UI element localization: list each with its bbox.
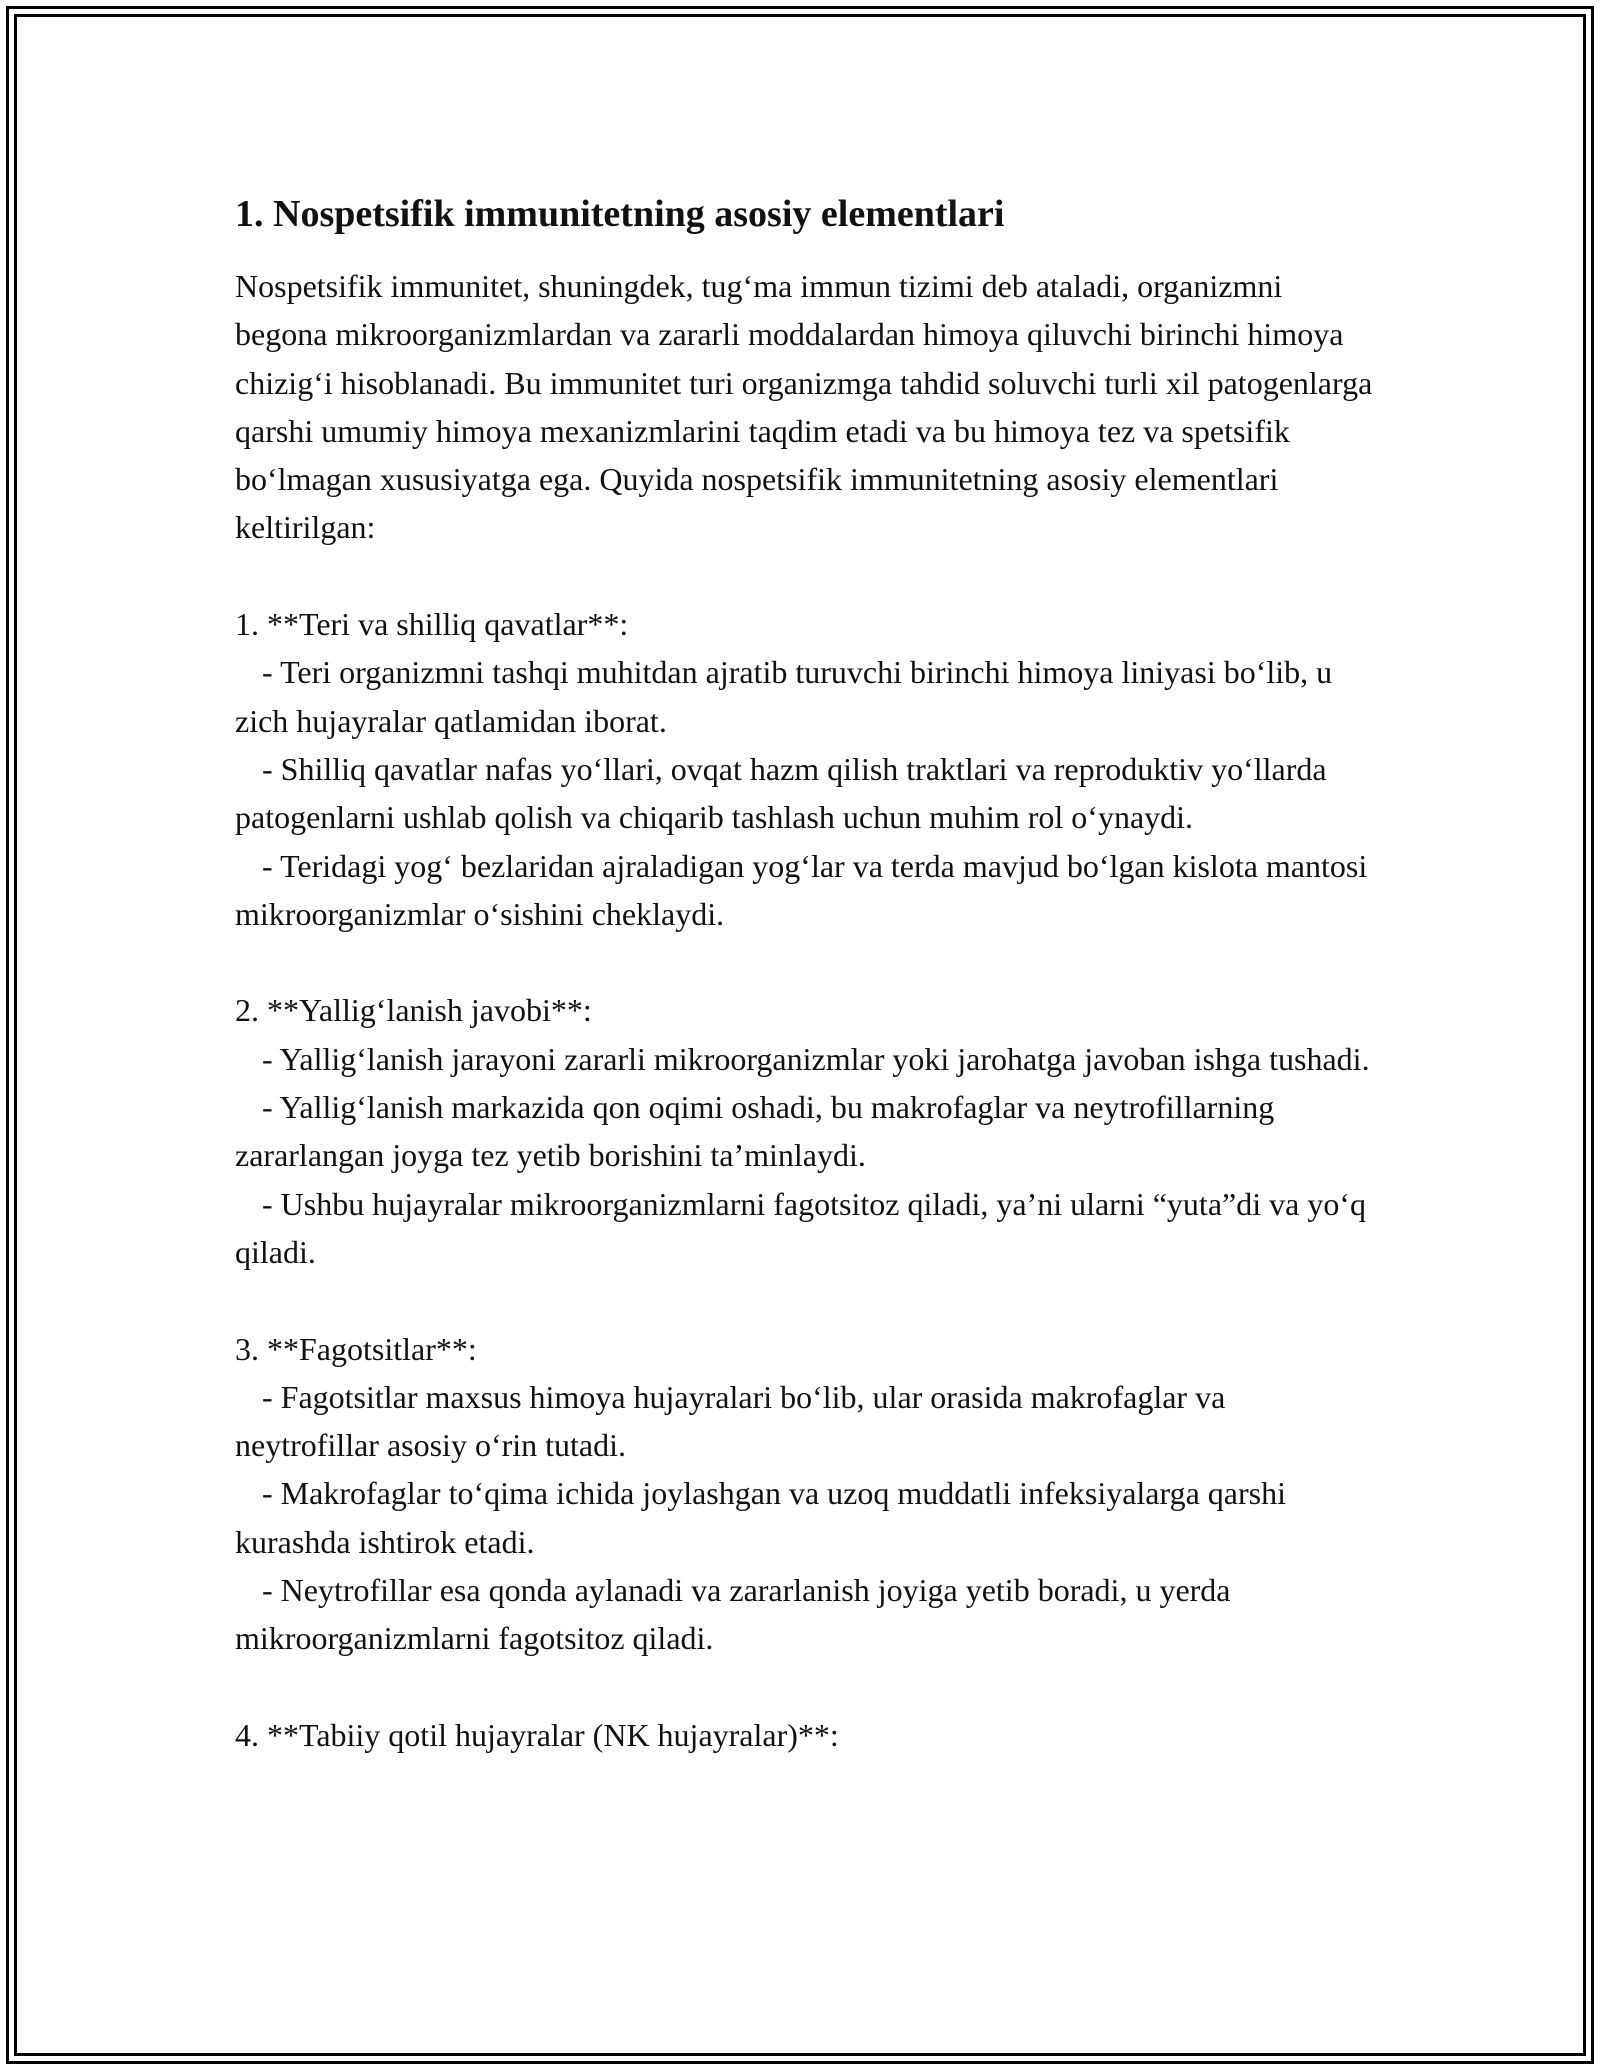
list-item: - Yallig‘lanish jarayoni zararli mikroorganizmlar yoki jarohatga javoban ishga tushadi. [262, 1040, 1370, 1077]
list-item: - Ushbu hujayralar mikroorganizmlarni fagotsitoz qiladi, ya’ni ularni “yuta”di va yo‘q qiladi. [235, 1185, 1366, 1270]
section-inflammation [235, 986, 1375, 1276]
list-item: - Teridagi yog‘ bezlaridan ajraladigan yog‘lar va terda mavjud bo‘lgan kislota mantosi mikroorganizmlar o‘sishini cheklaydi. [235, 847, 1368, 932]
section-heading: 2. **Yallig‘lanish javobi**: [235, 992, 592, 1029]
document-title: 1. Nospetsifik immunitetning asosiy elementlari [235, 193, 1005, 235]
section-skin-mucosa [235, 600, 1375, 938]
document-body [235, 188, 1375, 1759]
list-item: - Makrofaglar to‘qima ichida joylashgan va uzoq muddatli infeksiyalarga qarshi kurashda ishtirok etadi. [235, 1475, 1286, 1560]
spacer [235, 1276, 1375, 1324]
list-item: - Teri organizmni tashqi muhitdan ajratib turuvchi birinchi himoya liniyasi bo‘lib, u zich hujayralar qatlamidan iborat. [235, 654, 1333, 739]
intro-paragraph: Nospetsifik immunitet, shuningdek, tug‘ma immun tizimi deb ataladi, organizmni begona mikroorganizmlardan va zararli moddalardan himoya qiluvchi birinchi himoya chizig‘i hisoblanadi. Bu immunitet turi organizmga tahdid soluvchi turli xil patogenlarga qarshi umumiy himoya mexanizmlarini taqdim etadi va bu himoya tez va spetsifik bo‘lmagan xususiyatga ega. Quyida nospetsifik immunitetning asosiy elementlari keltirilgan: [235, 268, 1373, 546]
list-item: - Fagotsitlar maxsus himoya hujayralari bo‘lib, ular orasida makrofaglar va neytrofillar asosiy o‘rin tutadi. [235, 1378, 1226, 1464]
list-item: - Shilliq qavatlar nafas yo‘llari, ovqat hazm qilish traktlari va reproduktiv yo‘llarda patogenlarni ushlab qolish va chiqarib tashlash uchun muhim rol o‘ynaydi. [235, 750, 1327, 836]
spacer [235, 938, 1375, 986]
list-item: - Yallig‘lanish markazida qon oqimi oshadi, bu makrofaglar va neytrofillarning zararlangan joyga tez yetib borishini ta’minlaydi. [235, 1089, 1275, 1174]
list-item: - Neytrofillar esa qonda aylanadi va zararlanish joyiga yetib boradi, u yerda mikroorganizmlarni fagotsitoz qiladi. [235, 1572, 1231, 1657]
spacer [235, 1663, 1375, 1711]
section-heading: 3. **Fagotsitlar**: [235, 1330, 477, 1367]
spacer [235, 552, 1375, 600]
section-phagocytes [235, 1325, 1375, 1663]
section-heading: 4. **Tabiiy qotil hujayralar (NK hujayralar)**: [235, 1716, 839, 1753]
section-nk-cells [235, 1711, 1375, 1759]
section-heading: 1. **Teri va shilliq qavatlar**: [235, 606, 629, 643]
